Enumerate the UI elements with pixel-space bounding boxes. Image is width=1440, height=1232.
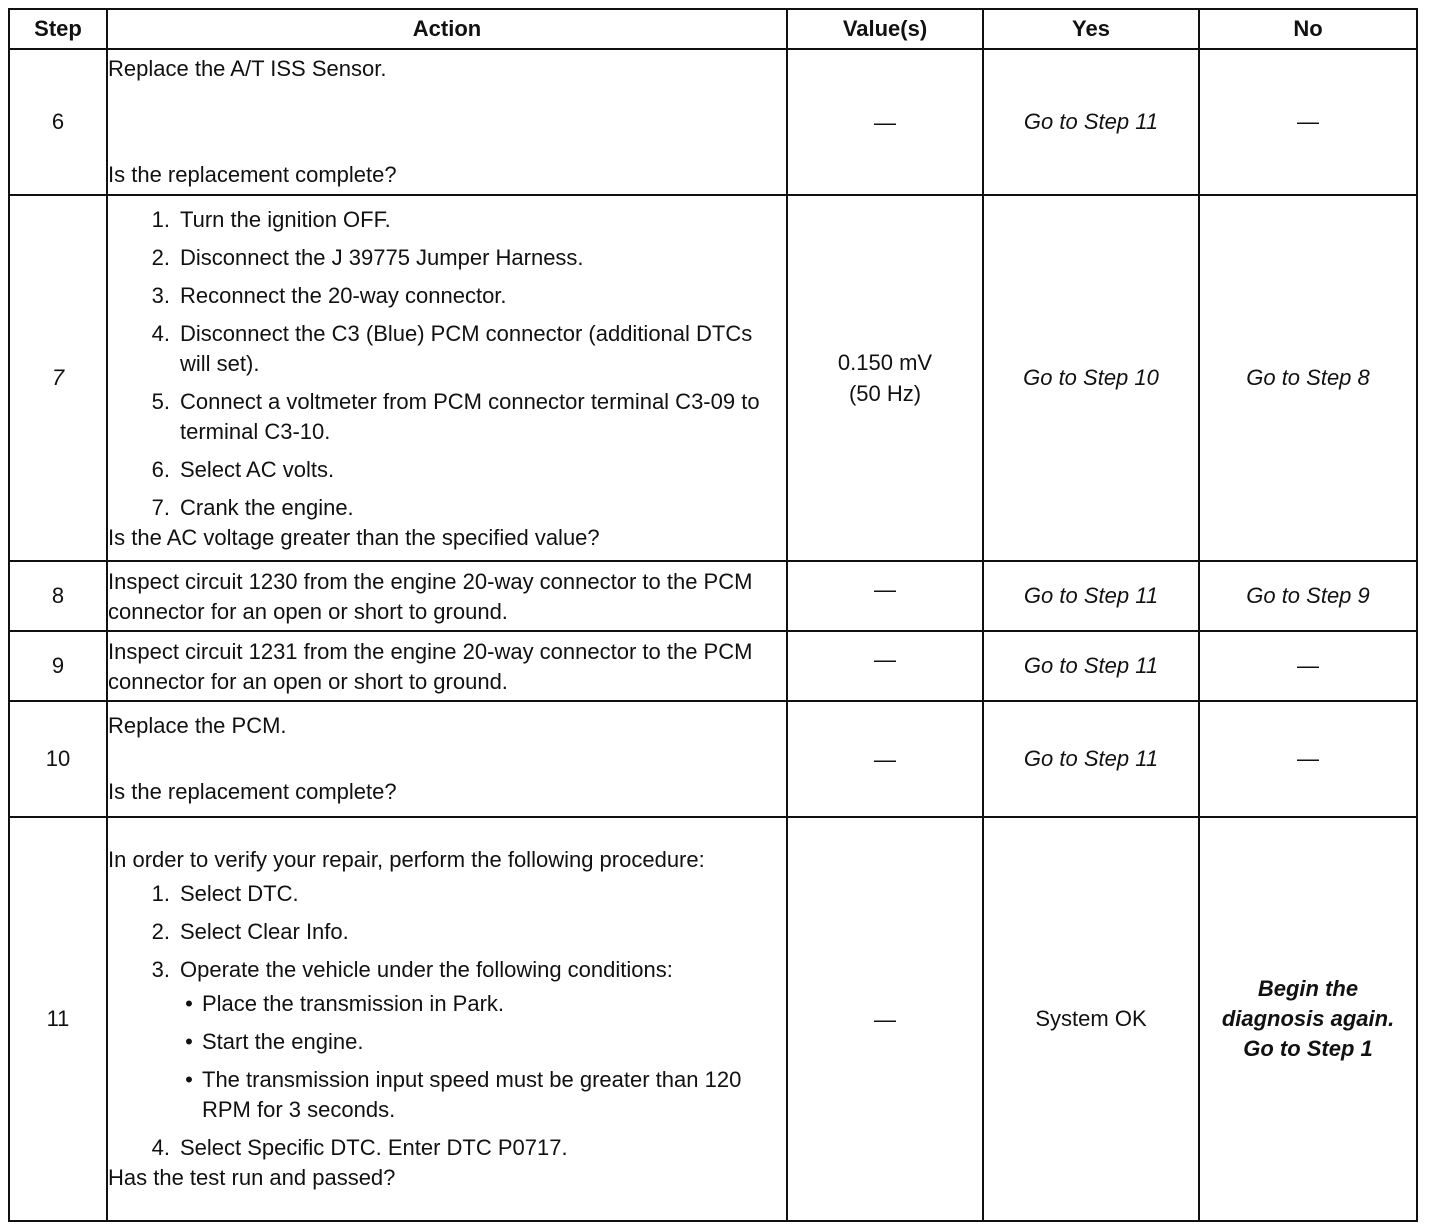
step-number: 8 [9, 561, 107, 631]
yes-cell: Go to Step 11 [983, 561, 1199, 631]
yes-cell: System OK [983, 817, 1199, 1221]
list-item: 3. Operate the vehicle under the following conditions: [151, 957, 673, 982]
value-cell: — [787, 701, 983, 817]
action-intro: Replace the A/T ISS Sensor. [108, 56, 387, 81]
diagnostic-table [8, 8, 1418, 1222]
value-cell [787, 195, 983, 561]
table-row [9, 701, 1417, 817]
no-line: diagnosis again. [1221, 1006, 1395, 1031]
table-row [9, 817, 1417, 1221]
list-item: 4. Disconnect the C3 (Blue) PCM connector (additional DTCs will set). [151, 321, 753, 376]
no-cell: Go to Step 8 [1199, 195, 1417, 561]
list-item: 2. Select Clear Info. [151, 919, 349, 944]
list-item: 4. Select Specific DTC. Enter DTC P0717. [151, 1135, 568, 1160]
table-row [9, 49, 1417, 195]
action-question: Is the replacement complete? [108, 779, 397, 804]
value-cell: — [787, 817, 983, 1221]
action-cell [107, 817, 787, 1221]
action-text: Inspect circuit 1231 from the engine 20-way connector to the PCM connector for an open or short to ground. [108, 639, 753, 694]
action-question: Is the AC voltage greater than the specified value? [108, 525, 600, 550]
value-cell: — [787, 631, 983, 701]
action-intro: Replace the PCM. [108, 713, 287, 738]
header-no: No [1199, 9, 1417, 49]
no-cell: — [1199, 631, 1417, 701]
action-cell [107, 49, 787, 195]
step-number: 11 [9, 817, 107, 1221]
list-item: 2. Disconnect the J 39775 Jumper Harness. [151, 245, 584, 270]
header-action: Action [107, 9, 787, 49]
value-cell: — [787, 561, 983, 631]
action-cell [107, 561, 787, 631]
no-cell: — [1199, 701, 1417, 817]
action-cell [107, 195, 787, 561]
list-item: 1. Select DTC. [151, 881, 299, 906]
header-row [9, 9, 1417, 49]
bullet-item: • Start the engine. [185, 1029, 364, 1054]
list-item: 7. Crank the engine. [151, 495, 354, 520]
action-question: Is the replacement complete? [108, 162, 397, 187]
step-number: 10 [9, 701, 107, 817]
table-row [9, 195, 1417, 561]
yes-cell: Go to Step 11 [983, 49, 1199, 195]
no-cell: Go to Step 9 [1199, 561, 1417, 631]
step-number: 9 [9, 631, 107, 701]
step-number: 6 [9, 49, 107, 195]
table-row [9, 631, 1417, 701]
action-cell [107, 701, 787, 817]
no-cell [1199, 817, 1417, 1221]
value-cell: — [787, 49, 983, 195]
step-number: 7 [9, 195, 107, 561]
header-values: Value(s) [787, 9, 983, 49]
table-row [9, 561, 1417, 631]
value-line: (50 Hz) [848, 381, 922, 406]
header-yes: Yes [983, 9, 1199, 49]
action-cell [107, 631, 787, 701]
action-text: Inspect circuit 1230 from the engine 20-way connector to the PCM connector for an open or short to ground. [108, 569, 753, 624]
value-line: 0.150 mV [837, 350, 933, 375]
no-cell: — [1199, 49, 1417, 195]
bullet-item: • The transmission input speed must be greater than 120 RPM for 3 seconds. [185, 1067, 742, 1122]
bullet-item: • Place the transmission in Park. [185, 991, 505, 1016]
action-question: Has the test run and passed? [108, 1165, 396, 1190]
yes-cell: Go to Step 10 [983, 195, 1199, 561]
yes-cell: Go to Step 11 [983, 701, 1199, 817]
no-line: Begin the [1257, 976, 1359, 1001]
list-item: 1. Turn the ignition OFF. [151, 207, 391, 232]
list-item: 3. Reconnect the 20-way connector. [151, 283, 507, 308]
header-step: Step [9, 9, 107, 49]
yes-cell: Go to Step 11 [983, 631, 1199, 701]
no-line: Go to Step 1 [1243, 1036, 1373, 1061]
action-intro: In order to verify your repair, perform the following procedure: [108, 847, 705, 872]
list-item: 5. Connect a voltmeter from PCM connector terminal C3-09 to terminal C3-10. [151, 389, 760, 444]
list-item: 6. Select AC volts. [151, 457, 335, 482]
